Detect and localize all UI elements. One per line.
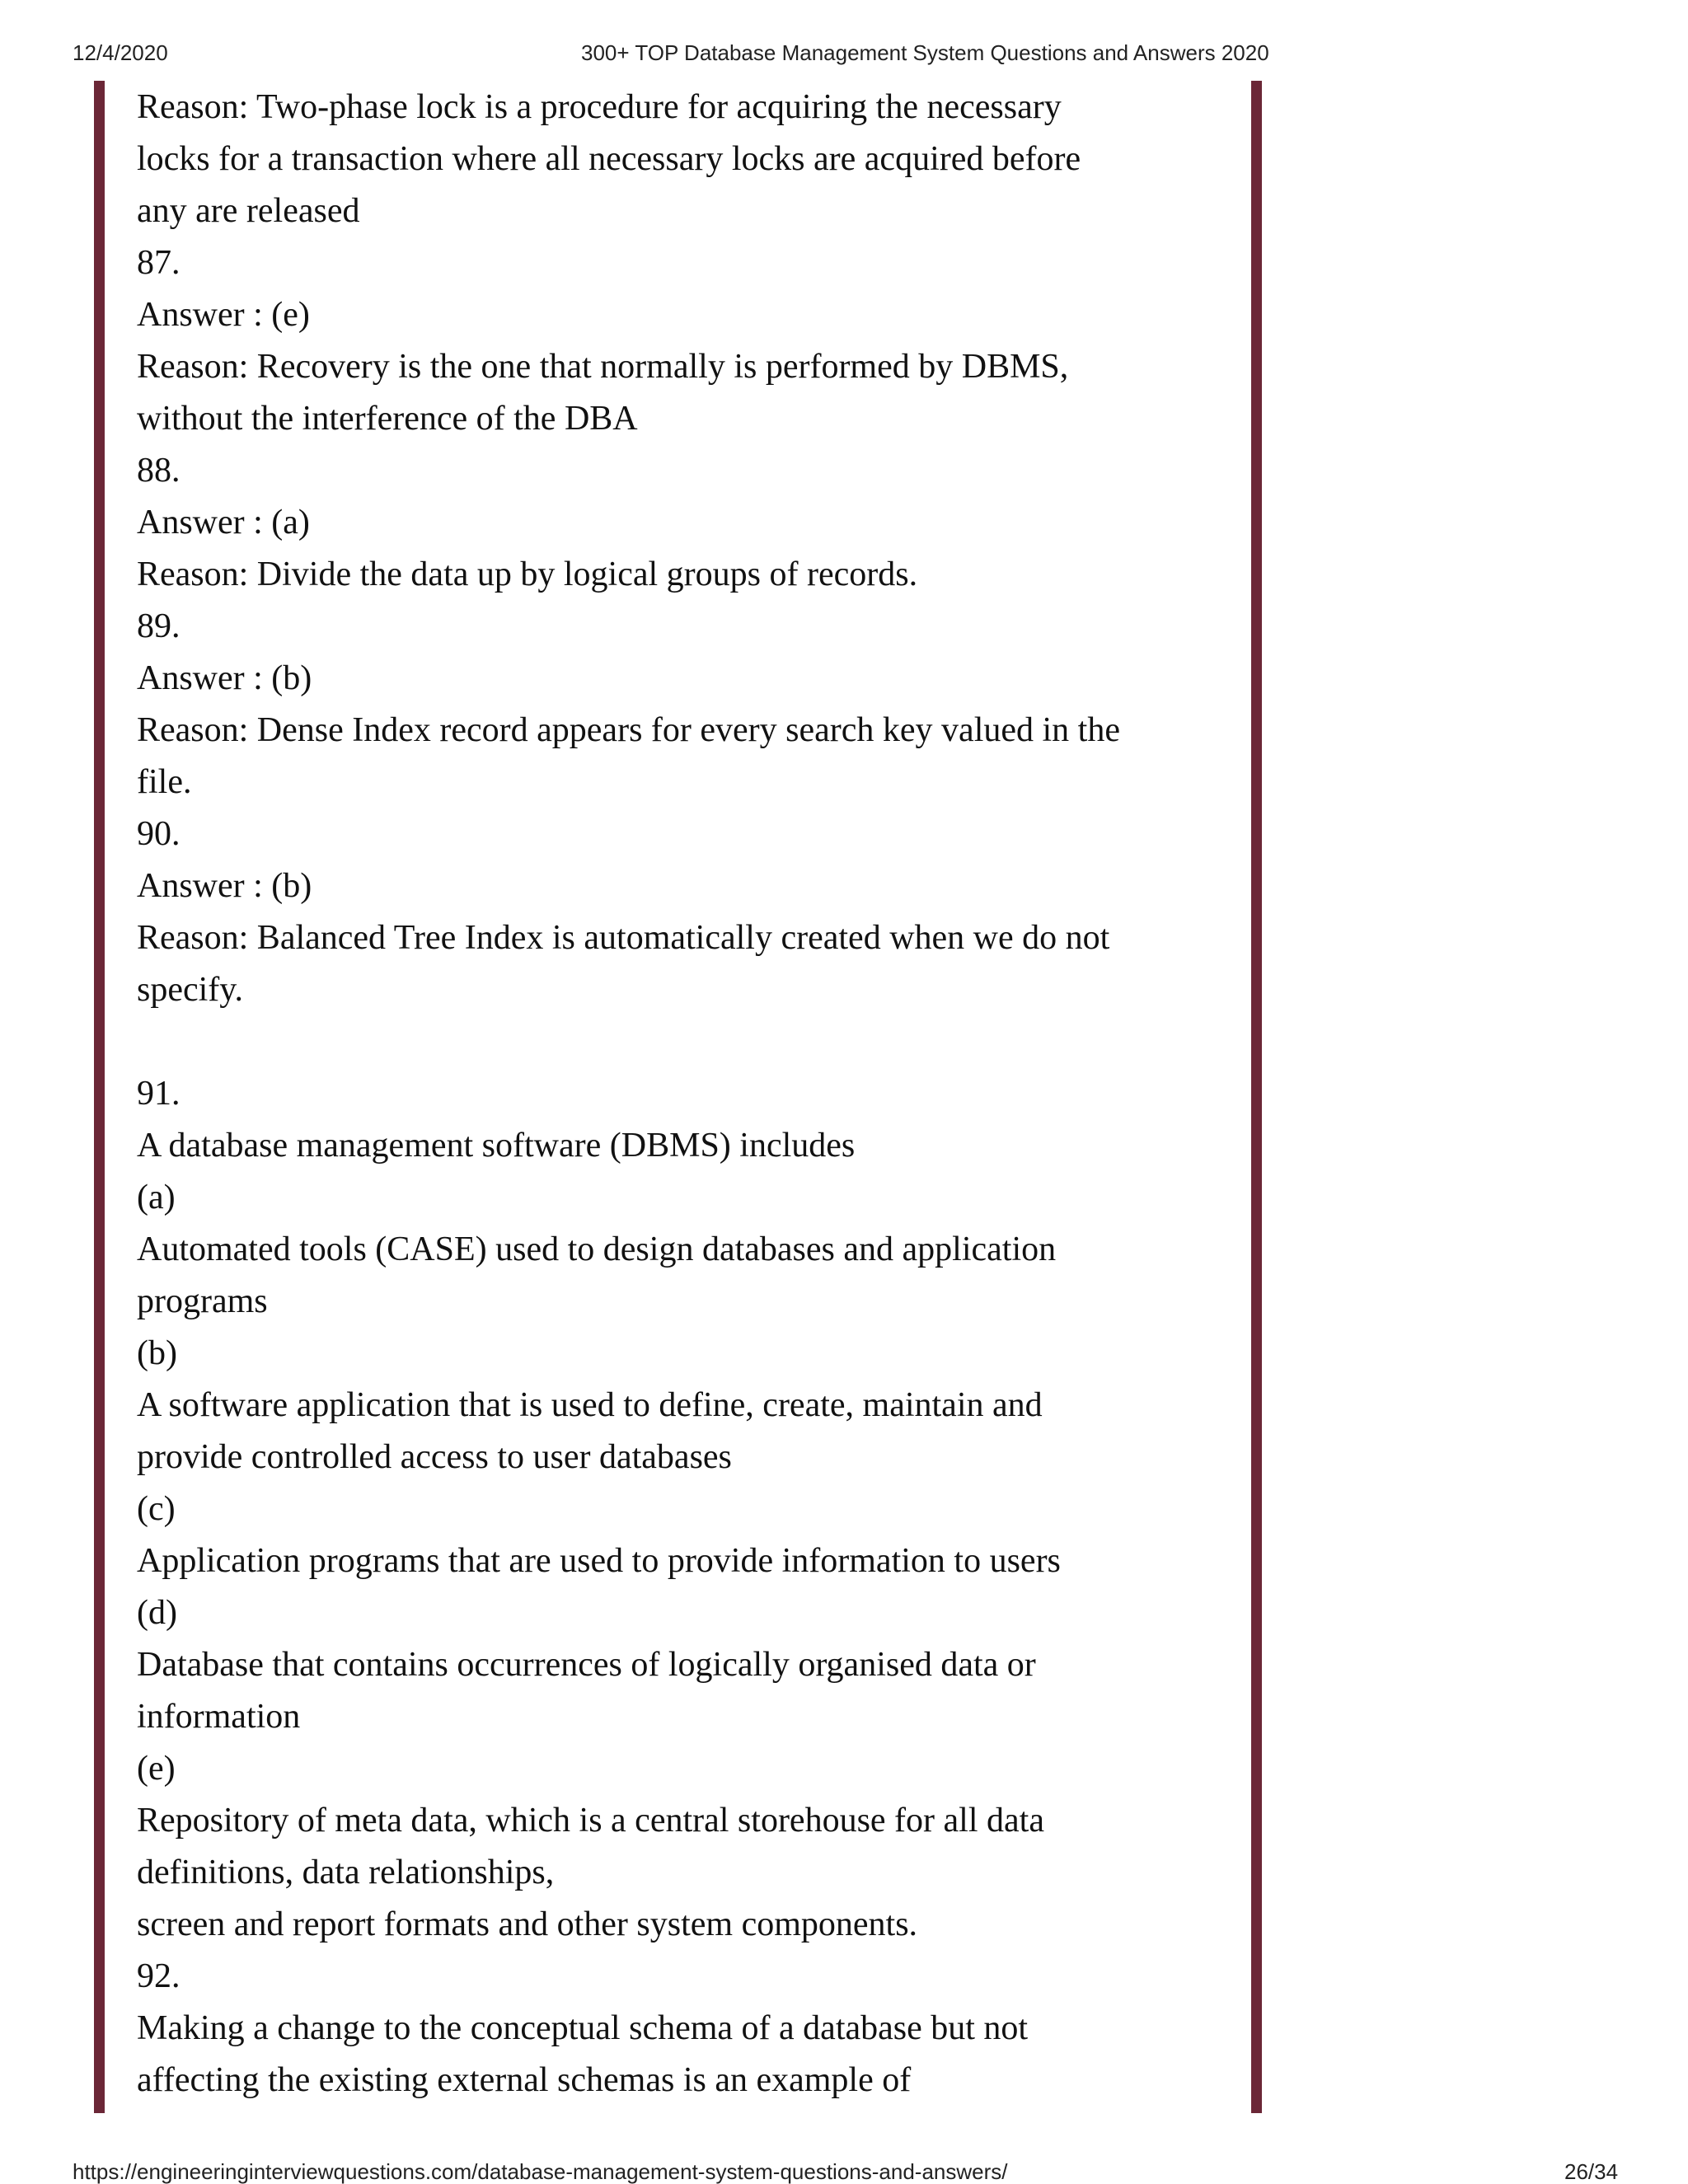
question-number: 92.	[137, 1957, 181, 1995]
question-number: 88.	[137, 452, 181, 490]
content-border-left	[94, 81, 105, 2113]
option-text: A software application that is used to define, create, maintain and	[137, 1386, 1043, 1424]
option-text: programs	[137, 1282, 268, 1320]
answer-line: Answer : (b)	[137, 867, 312, 905]
option-text: Repository of meta data, which is a central storehouse for all data	[137, 1802, 1044, 1840]
question-number: 91.	[137, 1075, 181, 1113]
text-line: Reason: Recovery is the one that normally is performed by DBMS,	[137, 348, 1069, 386]
text-line: locks for a transaction where all necessary locks are acquired before	[137, 140, 1081, 178]
print-date: 12/4/2020	[73, 40, 168, 65]
source-url: https://engineeringinterviewquestions.com/database-management-system-questions-and-answers/	[73, 2159, 1008, 2184]
option-label: (b)	[137, 1334, 177, 1372]
question-number: 89.	[137, 607, 181, 645]
option-text: Database that contains occurrences of logically organised data or	[137, 1646, 1036, 1684]
content-border-right	[1251, 81, 1262, 2113]
text-line: file.	[137, 763, 192, 801]
option-text: provide controlled access to user databases	[137, 1438, 732, 1476]
question-number: 90.	[137, 815, 181, 853]
question-text: A database management software (DBMS) includes	[137, 1127, 856, 1165]
option-label: (e)	[137, 1750, 176, 1788]
blank-line	[137, 1016, 1241, 1068]
text-line: Reason: Dense Index record appears for every search key valued in the	[137, 711, 1120, 749]
text-line: without the interference of the DBA	[137, 400, 638, 438]
option-text: Automated tools (CASE) used to design databases and application	[137, 1230, 1057, 1268]
option-text: definitions, data relationships,	[137, 1854, 555, 1891]
question-number: 87.	[137, 244, 181, 282]
text-line: Reason: Two-phase lock is a procedure for acquiring the necessary	[137, 88, 1062, 126]
option-label: (d)	[137, 1594, 177, 1632]
answer-line: Answer : (e)	[137, 296, 310, 334]
option-text: screen and report formats and other system components.	[137, 1905, 918, 1943]
option-text: Application programs that are used to provide information to users	[137, 1542, 1061, 1580]
option-label: (c)	[137, 1490, 176, 1528]
answer-content	[137, 82, 1241, 2107]
question-text: affecting the existing external schemas is an example of	[137, 2061, 912, 2099]
text-line: Reason: Balanced Tree Index is automatically created when we do not	[137, 919, 1110, 957]
answer-line: Answer : (b)	[137, 659, 312, 697]
question-text: Making a change to the conceptual schema of a database but not	[137, 2009, 1029, 2047]
option-text: information	[137, 1698, 301, 1736]
option-label: (a)	[137, 1179, 176, 1216]
text-line: any are released	[137, 192, 360, 230]
page-number: 26/34	[1564, 2159, 1619, 2184]
text-line: Reason: Divide the data up by logical groups of records.	[137, 555, 918, 593]
page-title: 300+ TOP Database Management System Questions and Answers 2020	[581, 40, 1269, 65]
answer-line: Answer : (a)	[137, 504, 310, 541]
text-line: specify.	[137, 971, 244, 1009]
